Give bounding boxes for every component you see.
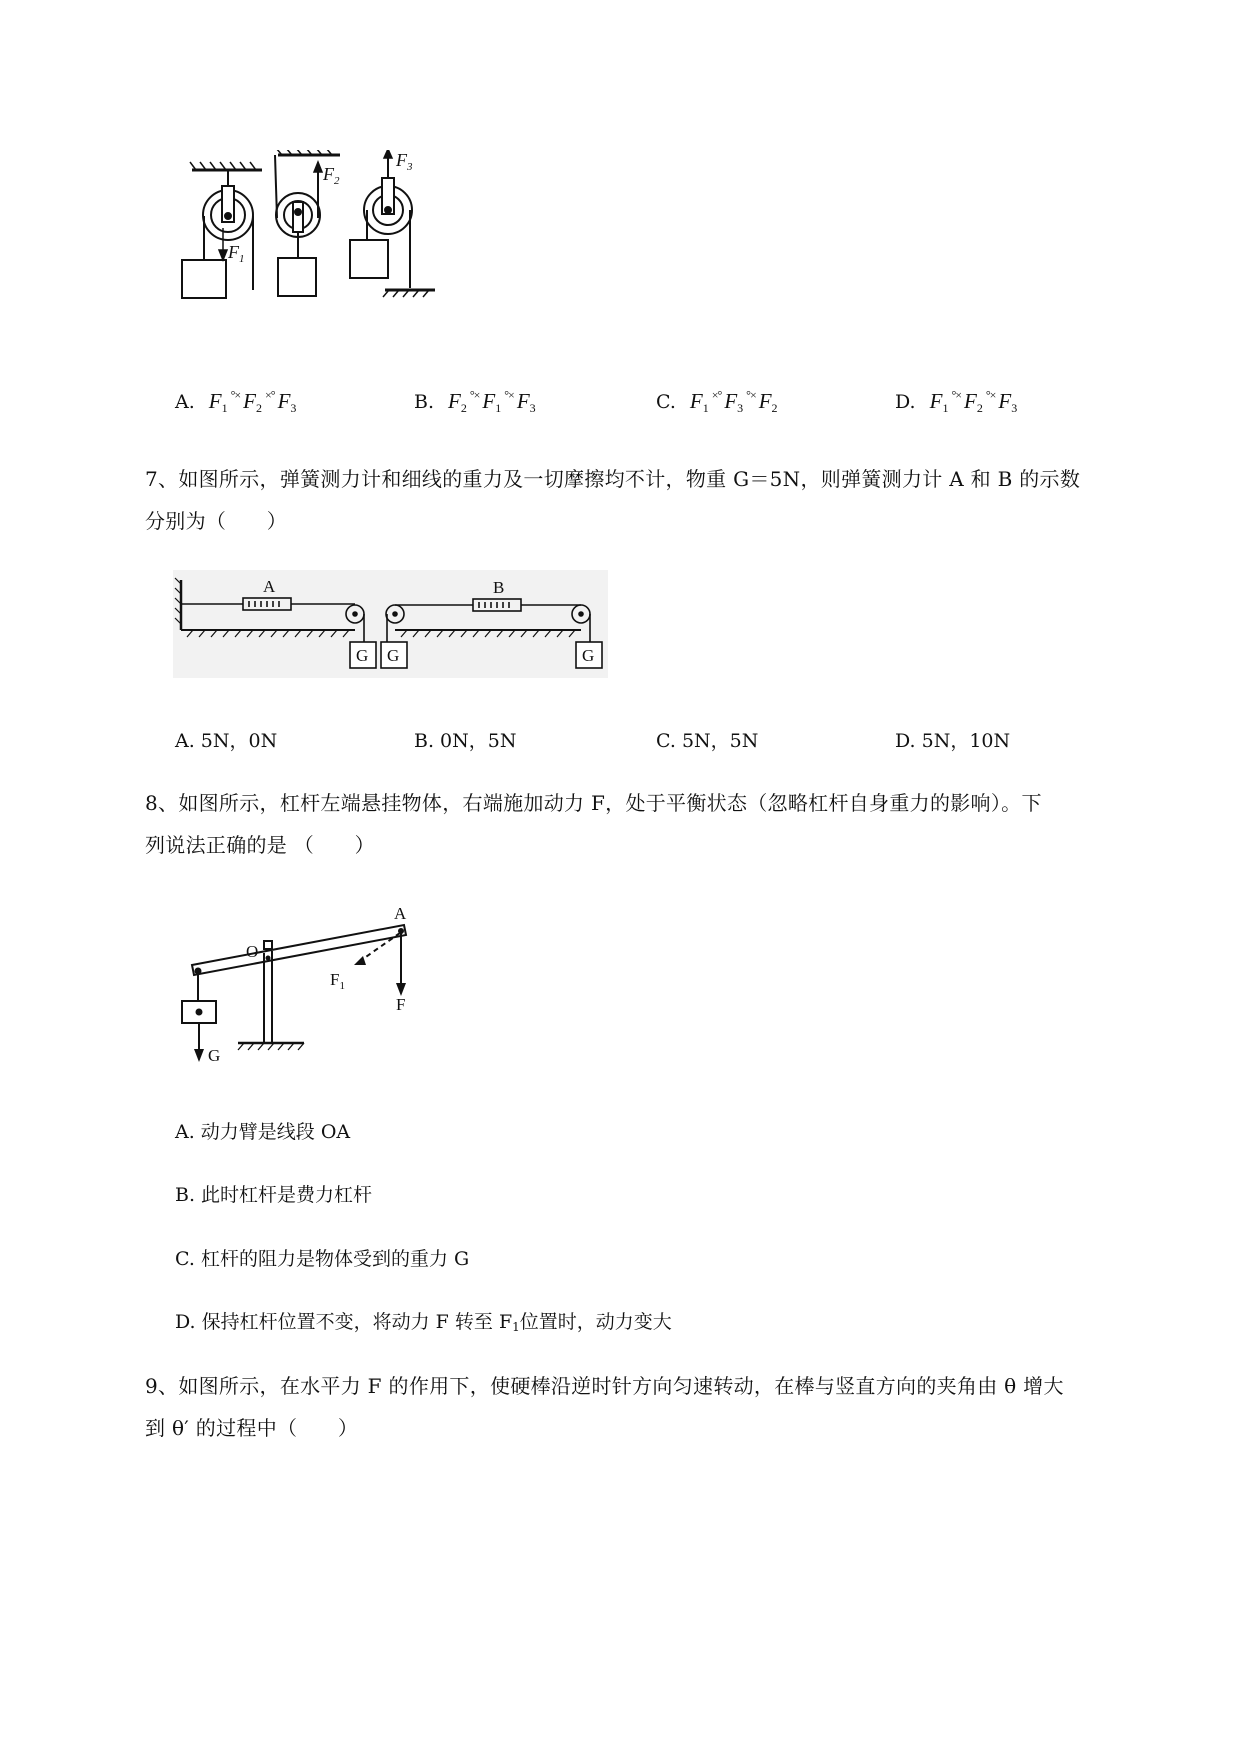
q6-option-d[interactable]: D. $F_1^{^\circ\times}$ $F_2^{^\circ\times}$ $F_3$: [895, 388, 1018, 415]
q8-choice-a[interactable]: A. 动力臂是线段 OA: [175, 1121, 351, 1143]
q8-choice-c[interactable]: C. 杠杆的阻力是物体受到的重力 G: [175, 1248, 470, 1270]
q7-option-b[interactable]: B. 0N，5N: [414, 730, 517, 752]
q6-option-c[interactable]: C. $F_1^{\times^\circ}$ $F_3^{^\circ\times}$ $F_2$: [656, 388, 778, 415]
q7-line-2: 分别为（ ）: [145, 509, 288, 533]
scale-a-label: A: [263, 577, 276, 596]
label-f1: F: [228, 242, 239, 262]
question-9: [145, 1365, 1155, 1449]
question-8: [145, 782, 1155, 866]
gravity-g-label: G: [208, 1046, 221, 1065]
svg-text:F2: $F_2$: [323, 164, 340, 187]
q6-option-a[interactable]: A. $F_1^{^\circ\times}$ $F_2^{\times^\circ}$ $F_3$: [175, 388, 297, 415]
point-o-label: O: [246, 942, 259, 961]
q7-option-c[interactable]: C. 5N，5N: [656, 730, 759, 752]
scale-b-label: B: [493, 578, 505, 597]
spring-scale-figure: [173, 570, 608, 678]
weight-label-3: G: [582, 646, 595, 665]
q9-line-1: 9、如图所示，在水平力 F 的作用下，使硬棒沿逆时针方向匀速转动，在棒与竖直方向的夹角由 θ 增大: [145, 1374, 1064, 1398]
q7-option-a[interactable]: A. 5N，0N: [175, 730, 278, 752]
force-f-label: F: [396, 995, 406, 1014]
weight-label-2: G: [387, 646, 400, 665]
q8-line-2: 列说法正确的是 （ ）: [145, 833, 375, 857]
force-f1-label: F: [330, 970, 340, 989]
q8-line-1: 8、如图所示，杠杆左端悬挂物体，右端施加动力 F，处于平衡状态（忽略杠杆自身重力的影响）。下: [145, 791, 1042, 815]
q8-choice-b[interactable]: B. 此时杠杆是费力杠杆: [175, 1184, 373, 1206]
q8-choice-d[interactable]: D. 保持杠杆位置不变，将动力 F 转至 $F_1$位置时，动力变大: [175, 1311, 672, 1334]
pulley-figure: [170, 150, 500, 340]
question-7: [145, 458, 1155, 542]
q7-line-1: 7、如图所示，弹簧测力计和细线的重力及一切摩擦均不计，物重 G＝5N，则弹簧测力计 A 和 B 的示数: [145, 467, 1081, 491]
svg-text:F3: $F_3$: [396, 150, 413, 173]
label-f3: F: [396, 150, 407, 170]
svg-text:F1: $F_1$: [228, 242, 245, 265]
point-a-label: A: [394, 904, 407, 923]
lever-figure: [172, 895, 422, 1075]
label-f2: F: [323, 164, 334, 184]
svg-text:F1: $F_1$: [330, 970, 345, 992]
q6-option-b[interactable]: B. $F_2^{^\circ\times}$ $F_1^{^\circ\times}$ $F_3$: [414, 388, 536, 415]
q7-option-d[interactable]: D. 5N，10N: [895, 730, 1011, 752]
weight-label-1: G: [356, 646, 369, 665]
q9-line-2: 到 θ′ 的过程中（ ）: [145, 1416, 359, 1440]
